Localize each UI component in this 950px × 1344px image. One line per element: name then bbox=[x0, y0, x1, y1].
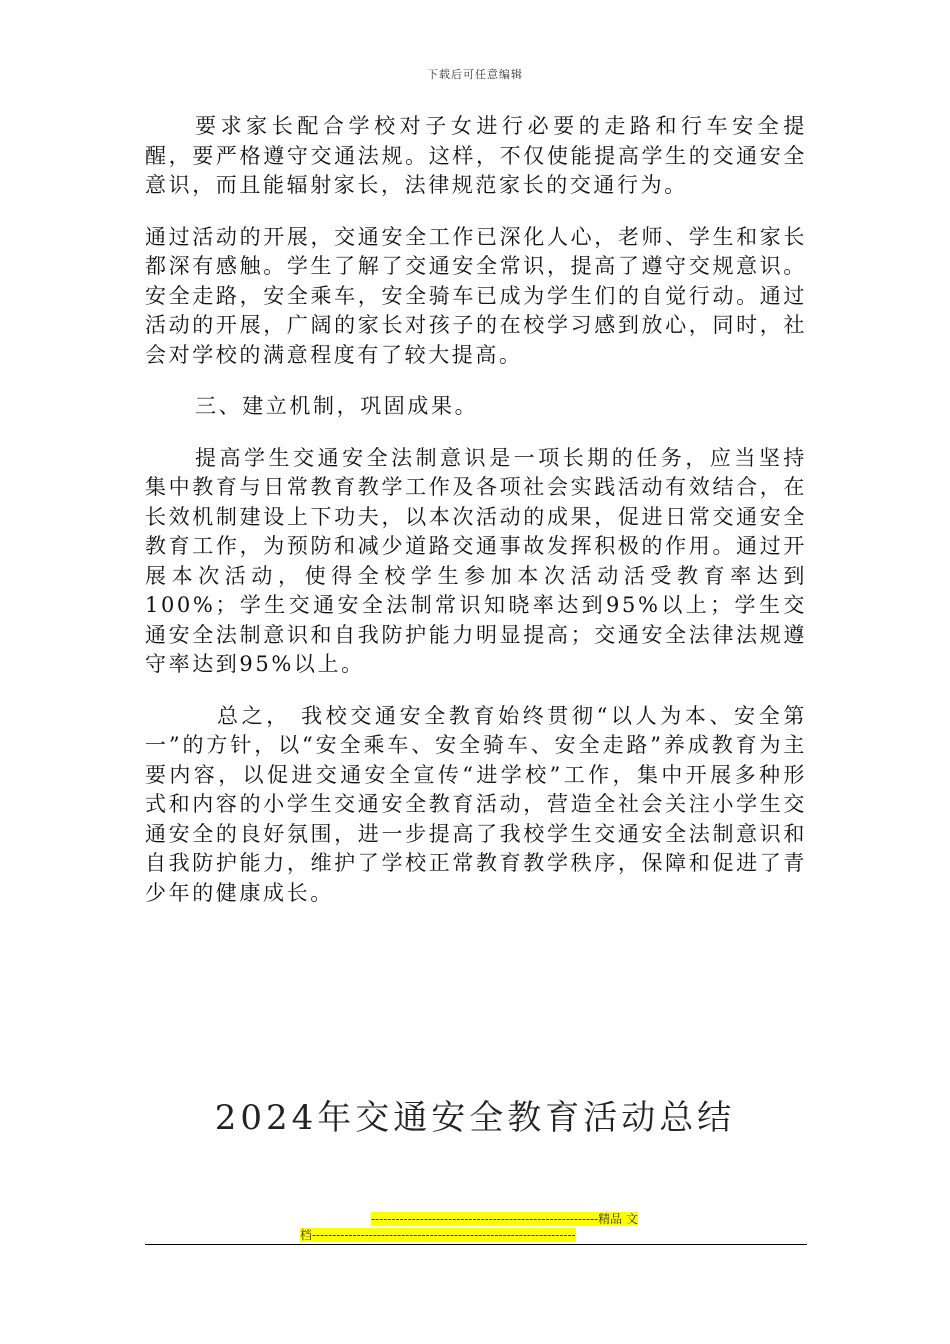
page-header-note: 下载后可任意编辑 bbox=[427, 68, 523, 81]
footer-divider bbox=[145, 1244, 807, 1245]
paragraph-conclusion: 总之， 我校交通安全教育始终贯彻“以人为本、安全第一”的方针，以“安全乘车、安全骑车、安全走路”养成教育为主要内容，以促进交通安全宣传“进学校”工作，集中开展多种形式和内容的小学生交通安全教育活动，营造全社会关注小学生交通安全的良好氛围，进一步提高了我校学生交通安全法制意识和自我防护能力，维护了学校正常教育教学秩序，保障和促进了青少年的健康成长。 bbox=[145, 703, 807, 905]
footer-watermark-line-2: 档----------------------------------------------------------------- bbox=[300, 1228, 576, 1242]
paragraph-parents-reminder: 要求家长配合学校对子女进行必要的走路和行车安全提醒，要严格遵守交通法规。这样，不仅使能提高学生的交通安全意识，而且能辐射家长，法律规范家长的交通行为。 bbox=[145, 114, 807, 197]
footer-watermark-line-1: --------------------------------------------------------精品 文 bbox=[371, 1212, 638, 1226]
document-title: 2024年交通安全教育活动总结 bbox=[214, 1098, 736, 1138]
paragraph-activity-results: 通过活动的开展，交通安全工作已深化人心，老师、学生和家长都深有感触。学生了解了交通安全常识，提高了遵守交规意识。安全走路，安全乘车，安全骑车已成为学生们的自觉行动。通过活动的开展，广阔的家长对孩子的在校学习感到放心，同时，社会对学校的满意程度有了较大提高。 bbox=[145, 224, 807, 367]
section-heading-mechanism: 三、建立机制，巩固成果。 bbox=[195, 394, 479, 418]
paragraph-long-term-task: 提高学生交通安全法制意识是一项长期的任务，应当坚持集中教育与日常教育教学工作及各项社会实践活动有效结合，在长效机制建设上下功夫，以本次活动的成果，促进日常交通安全教育工作，为预防和减少道路交通事故发挥积极的作用。通过开展本次活动，使得全校学生参加本次活动活受教育率达到100%；学生交通安全法制常识知晓率达到95%以上；学生交通安全法制意识和自我防护能力明显提高；交通安全法律法规遵守率达到95%以上。 bbox=[145, 445, 807, 676]
document-body bbox=[145, 112, 807, 930]
footer-watermark bbox=[300, 1211, 650, 1243]
